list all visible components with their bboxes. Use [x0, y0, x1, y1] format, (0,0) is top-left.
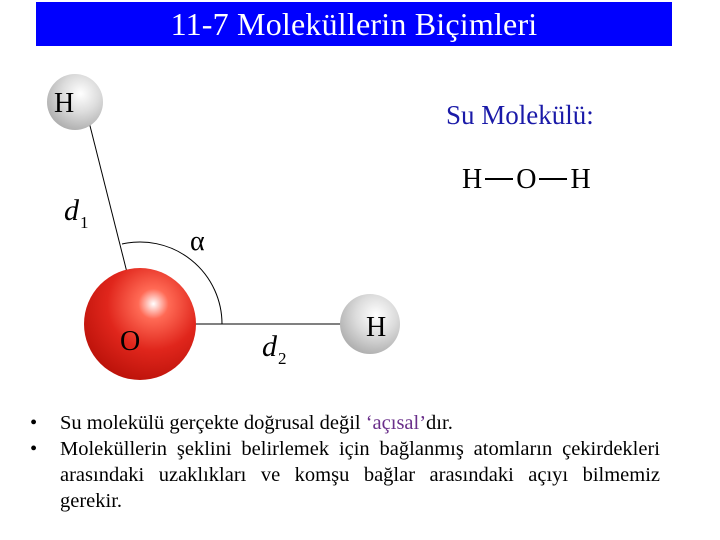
bullet-text: Su molekülü gerçekte doğrusal değil ‘açısal’dır.: [60, 412, 453, 434]
formula-bond-right: [539, 178, 567, 180]
bullet-item: [30, 436, 660, 514]
bullet-mark: •: [30, 412, 38, 434]
bullet-list: [30, 410, 660, 514]
formula-bond-left: [485, 178, 513, 180]
formula-atom-center: O: [516, 164, 537, 195]
label-d1: $d_1$: [64, 194, 89, 232]
oxygen-atom: [84, 268, 196, 380]
atom-label-h-right: H: [366, 312, 387, 343]
linear-formula: [462, 164, 591, 196]
atom-label-o: O: [120, 326, 141, 357]
label-alpha: α: [190, 226, 205, 257]
label-d1-sub: 1: [80, 213, 89, 232]
highlighted-term: ‘açısal’: [365, 412, 427, 434]
bullet-item: [30, 410, 660, 436]
atom-label-h-top: H: [54, 88, 75, 119]
label-d2-sub: 2: [278, 349, 287, 368]
formula-atom-left: H: [462, 164, 483, 195]
bullet-mark: •: [30, 438, 38, 460]
bullet-text: Moleküllerin şeklini belirlemek için bağlanmış atomların çekirdekleri arasındaki uzaklıkları ve komşu bağlar arasındaki açıyı bilmemiz gerekir.: [60, 438, 660, 512]
formula-atom-right: H: [570, 164, 591, 195]
slide-title: 11-7 Moleküllerin Biçimleri: [170, 6, 538, 42]
label-d2: $d_2$: [262, 330, 287, 368]
side-title: Su Molekülü:: [446, 100, 594, 130]
